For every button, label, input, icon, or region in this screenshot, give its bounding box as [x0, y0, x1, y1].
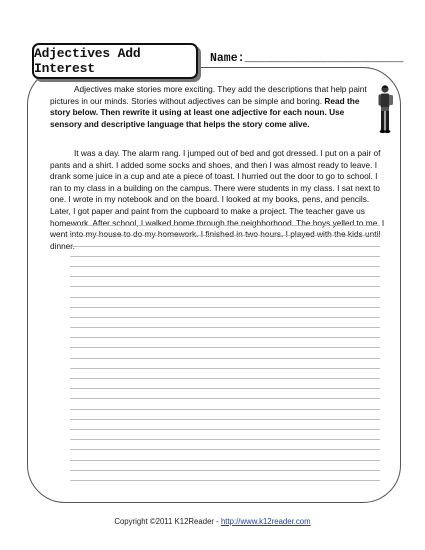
worksheet-title: Adjectives Add Interest: [34, 46, 141, 76]
writing-line[interactable]: [70, 277, 380, 287]
writing-line[interactable]: [70, 389, 380, 399]
writing-lines: [70, 216, 380, 481]
writing-line[interactable]: [70, 226, 380, 236]
writing-line[interactable]: [70, 359, 380, 369]
writing-line[interactable]: [70, 440, 380, 450]
writing-line[interactable]: [70, 420, 380, 430]
copyright-footer: [0, 517, 425, 526]
writing-line[interactable]: [70, 236, 380, 246]
instructions-paragraph: [50, 84, 373, 130]
writing-line[interactable]: [70, 379, 380, 389]
instructions-bold-text: Read the story below. Then rewrite it using at least one adjective for each noun. Use sensory and descriptive language that helps the story come alive.: [50, 95, 360, 129]
writing-line[interactable]: [70, 461, 380, 471]
writing-line[interactable]: [70, 267, 380, 277]
writing-line[interactable]: [70, 410, 380, 420]
writing-line[interactable]: [70, 328, 380, 338]
writing-line[interactable]: [70, 308, 380, 318]
writing-line[interactable]: [70, 257, 380, 267]
student-with-backpack-icon: [376, 84, 394, 136]
copyright-text: Copyright ©2011 K12Reader -: [114, 517, 221, 526]
writing-line[interactable]: [70, 338, 380, 348]
instructions-text: Adjectives make stories more exciting. They add the descriptions that help paint pictures in our minds. Stories without adjectives can be simple and boring.: [50, 84, 367, 106]
writing-line[interactable]: [70, 399, 380, 409]
writing-line[interactable]: [70, 287, 380, 297]
writing-line[interactable]: [70, 298, 380, 308]
story-paragraph: It was a day. The alarm rang. I jumped out of bed and got dressed. I put on a pair of pants and a shirt. I added some socks and shoes, and then I was almost ready to leave. I drank some juice in a cup and ate a piece of toast. I hurried out the door to go to school. I ran to my class in a building on the campus. There were students in my class. I sat next to one. I wrote in my notebook and on the board. I looked at my books, pens, and pencils. Later, I got paper and paint from the cupboard to make a project. The teacher gave us homework. After school, I walked home through the neighborhood. The boys yelled to me. I went into my house to do my homework. I finished in two hours. I played with the kids until dinner.: [50, 148, 385, 251]
writing-line[interactable]: [70, 348, 380, 358]
writing-line[interactable]: [70, 216, 380, 226]
writing-line[interactable]: [70, 430, 380, 440]
writing-line[interactable]: [70, 318, 380, 328]
writing-line[interactable]: [70, 471, 380, 481]
writing-line[interactable]: [70, 450, 380, 460]
writing-line[interactable]: [70, 369, 380, 379]
name-field-label: Name:_______________________: [210, 52, 404, 65]
k12reader-link[interactable]: http://www.k12reader.com: [220, 517, 311, 526]
worksheet-title-box: [32, 43, 198, 79]
writing-line[interactable]: [70, 247, 380, 257]
